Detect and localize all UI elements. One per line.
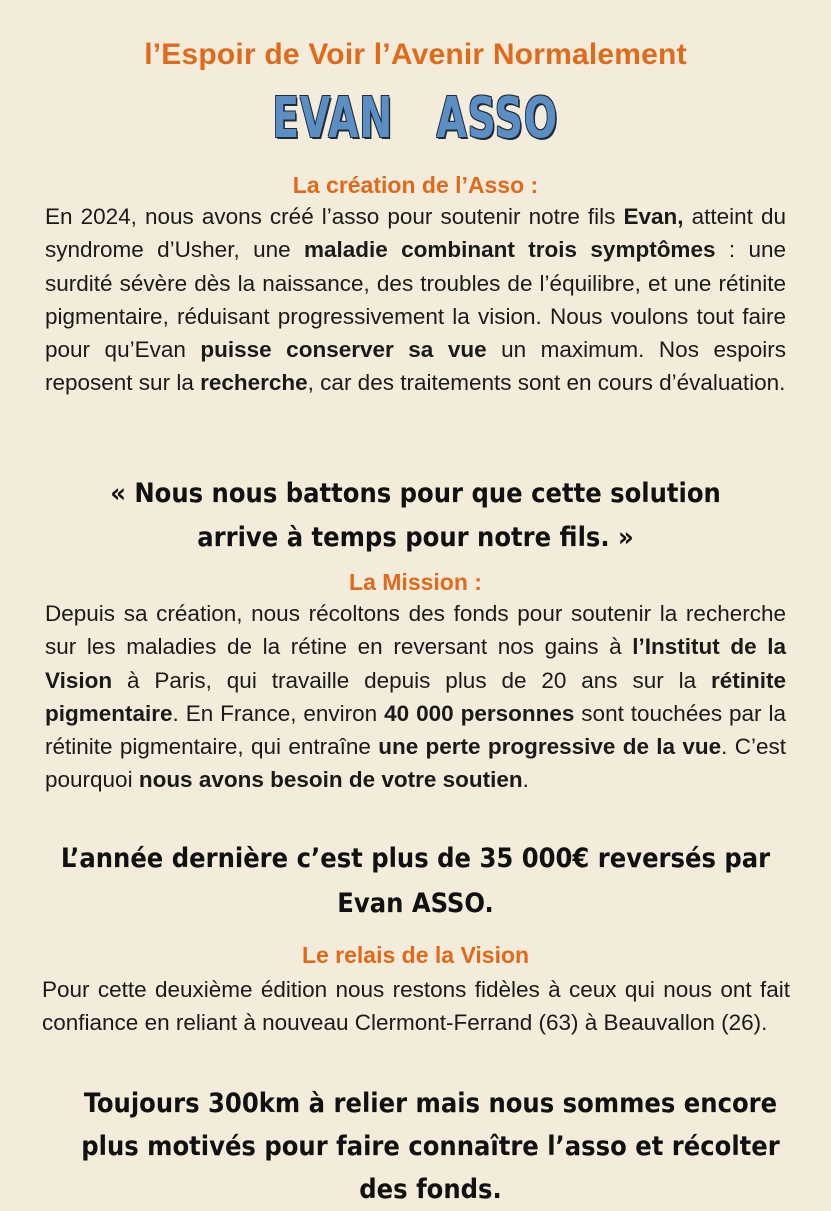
quote-creation: « Nous nous battons pour que cette solution arrive à temps pour notre fils. »	[110, 478, 721, 553]
bold-run: recherche	[200, 370, 308, 396]
bold-run: 40 000 personnes	[384, 700, 575, 726]
text-run: Depuis sa création, nous récoltons des fonds pour soutenir la recherche sur les maladies de la rétine en reversant nos gains à	[45, 601, 786, 660]
paragraph-relais: Pour cette deuxième édition nous restons fidèles à ceux qui nous ont fait confiance en reliant à nouveau Clermont-Ferrand (63) à Beauvallon (26).	[42, 977, 790, 1036]
text-run: un maximum. Nos espoirs reposent sur la	[45, 337, 786, 396]
text-run: sont touchées par la rétinite pigmentaire, qui entraîne	[45, 700, 787, 760]
section-heading-mission: La Mission :	[349, 569, 482, 595]
bold-run: puisse conserver sa vue	[200, 337, 487, 363]
text-run: : une surdité sévère dès la naissance, des troubles de l’équilibre, et une rétinite pigmentaire, réduisant progressivement la vision. Nous voulons tout faire pour qu’Evan	[45, 237, 787, 363]
text-run: .	[522, 767, 529, 793]
bold-run: Evan,	[623, 204, 684, 229]
section-heading-relais: Le relais de la Vision	[301, 942, 530, 968]
brand-title: EVAN ASSO	[272, 86, 559, 151]
text-run: atteint du syndrome d’Usher, une	[45, 204, 787, 263]
brand-logo	[0, 86, 831, 151]
bold-run: nous avons besoin de votre soutien	[138, 767, 523, 793]
quote-relais: Toujours 300km à relier mais nous sommes encore plus motivés pour faire connaître l’asso et récolter des fonds.	[81, 1088, 780, 1205]
text-run: , car des traitements sont en cours d’évaluation.	[307, 370, 786, 396]
tagline: l’Espoir de Voir l’Avenir Normalement	[144, 38, 687, 71]
paragraph-creation	[45, 200, 786, 400]
quote-mission: L’année dernière c’est plus de 35 000€ reversés par Evan ASSO.	[60, 843, 771, 919]
text-run: . C’est pourquoi	[45, 734, 786, 793]
text-run: En 2024, nous avons créé l’asso pour soutenir notre fils	[45, 204, 624, 229]
text-run: . En France, environ	[172, 700, 385, 726]
bold-run: maladie combinant trois symptômes	[304, 237, 716, 263]
section-heading-creation: La création de l’Asso :	[292, 172, 539, 198]
bold-run: l’Institut de la Vision	[45, 634, 787, 693]
text-run: à Paris, qui travaille depuis plus de 20 ans sur la	[112, 667, 711, 693]
paragraph-mission	[45, 597, 786, 797]
bold-run: rétinite pigmentaire	[45, 667, 786, 726]
bold-run: une perte progressive de la vue	[378, 734, 722, 760]
